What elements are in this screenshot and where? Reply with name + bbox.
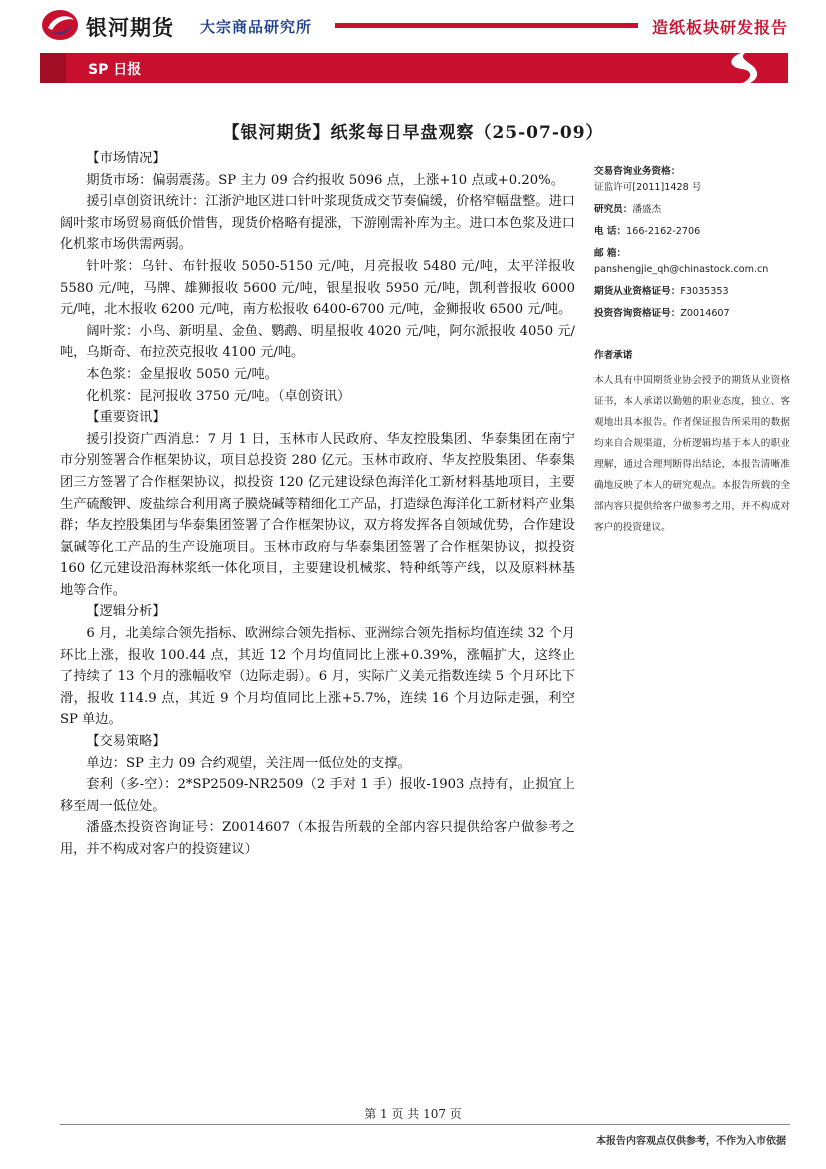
paragraph-chemi: 化机浆：昆河报收 3750 元/吨。（卓创资讯） xyxy=(86,388,351,404)
swoosh-icon xyxy=(708,53,768,83)
footer-disclaimer: 本报告内容观点仅供参考，不作为入市依据 xyxy=(596,1136,786,1147)
futures-cert-label: 期货从业资格证号： xyxy=(594,286,681,297)
paragraph-note: 潘盛杰投资咨询证号：Z0014607（本报告所载的全部内容只提供给客户做参考之用，并不构成对客户的投资建议） xyxy=(60,820,575,857)
report-banner xyxy=(40,53,788,83)
galaxy-logo-icon xyxy=(40,8,80,42)
paragraph-spot: 援引卓创资讯统计：江浙沪地区进口针叶浆现货成交节奏偏缓，价格窄幅盘整。进口阔叶浆市场贸易商低价惜售，现货价格略有提涨，下游刚需补库为主。进口本色浆及进口化机浆市场供需两弱。 xyxy=(60,194,575,253)
institute-name: 大宗商品研究所 xyxy=(200,18,313,36)
researcher-name: 潘盛杰 xyxy=(632,204,662,215)
report-type: 造纸板块研发报告 xyxy=(651,18,788,37)
brand-name: 银河期货 xyxy=(86,16,174,40)
consult-cert-number: Z0014607 xyxy=(680,308,730,319)
email-address[interactable]: panshengjie_qh@chinastock.com.cn xyxy=(594,264,769,275)
paragraph-unbleached: 本色浆：金星报收 5050 元/吨。 xyxy=(86,366,278,382)
page-title: 【银河期货】纸浆每日早盘观察（25-07-09） xyxy=(222,123,604,143)
main-content xyxy=(60,148,575,861)
qualification-label: 交易咨询业务资格： xyxy=(594,166,681,177)
section-heading-logic: 【逻辑分析】 xyxy=(86,604,166,620)
consult-cert-label: 投资咨询资格证号： xyxy=(594,308,681,319)
section-heading-news: 【重要资讯】 xyxy=(86,410,166,426)
paragraph-arbitrage: 套利（多-空）：2*SP2509-NR2509（2 手对 1 手）报收-1903 点持有，止损宜上移至周一低位处。 xyxy=(60,777,575,814)
promise-text: 本人具有中国期货业协会授予的期货从业资格证书，本人承诺以勤勉的职业态度，独立、客观地出具本报告。作者保证报告所采用的数据均来自合规渠道，分析逻辑均基于本人的职业理解，通过合理判断得出结论，本报告清晰准确地反映了本人的研究观点。本报告所载的全部内容只提供给客户做参考之用，并不构成对客户的投资建议。 xyxy=(594,375,790,533)
report-header xyxy=(0,0,826,50)
promise-title: 作者承诺 xyxy=(594,350,633,361)
paragraph-softwood: 针叶浆：乌针、布针报收 5050-5150 元/吨，月亮报收 5480 元/吨，太平洋报收 5580 元/吨，马牌、雄狮报收 5600 元/吨，银星报收 5950 元/吨，凯利普报收 6000 元/吨，北木报收 6200 元/吨，南方松报收 6400-6700 元/吨，金狮报收 6500 元/吨。 xyxy=(60,258,575,318)
paragraph-single: 单边：SP 主力 09 合约观望，关注周一低位处的支撑。 xyxy=(86,755,411,771)
license-number: 证监许可[2011]1428 号 xyxy=(594,182,702,193)
author-sidebar xyxy=(594,164,790,538)
page-number: 第 1 页 共 107 页 xyxy=(364,1107,462,1121)
phone-label: 电 话： xyxy=(594,226,627,237)
header-divider xyxy=(335,23,638,28)
paragraph-hardwood: 阔叶浆：小鸟、新明星、金鱼、鹦鹉、明星报收 4020 元/吨，阿尔派报收 4050 元/吨，乌斯奇、布拉茨克报收 4100 元/吨。 xyxy=(60,323,575,361)
paragraph-logic: 6 月，北美综合领先指标、欧洲综合领先指标、亚洲综合领先指标均值连续 32 个月环比上涨，报收 100.44 点，其近 12 个月均值同比上涨+0.39%，涨幅扩大，这终止了持续了 13 个月的涨幅收窄（边际走弱）。6 月，实际广义美元指数连续 5 个月环比下滑，报收 114.9 点，其近 9 个月均值同比上涨+5.7%，连续 16 个月边际走强，利空 SP 单边。 xyxy=(60,626,575,728)
paragraph-news: 援引投资广西消息：7 月 1 日，玉林市人民政府、华友控股集团、华泰集团在南宁市分别签署合作框架协议，项目总投资 280 亿元。玉林市政府、华友控股集团、华泰集团三方签署了合作框架协议，拟投资 120 亿元建设绿色海洋化工新材料基地项目，主要生产硫酸钾、废盐综合利用离子膜烧碱等精细化工产品，打造绿色海洋化工新材料产业集群；华友控股集团与华泰集团签署了合作框架协议，双方将发挥各自领域优势，合作建设氯碱等化工产品的生产设施项目。玉林市政府与华泰集团签署了合作框架协议，拟投资 160 亿元建设沿海林浆纸一体化项目，主要建设机械浆、特种纸等产线，以及原料林基地等合作。 xyxy=(60,431,575,598)
phone-number: 166-2162-2706 xyxy=(626,226,701,237)
futures-cert-number: F3035353 xyxy=(680,286,729,297)
banner-fold xyxy=(40,53,66,83)
section-heading-strategy: 【交易策略】 xyxy=(86,734,166,750)
section-heading-market: 【市场情况】 xyxy=(86,151,166,166)
paragraph-futures: 期货市场：偏弱震荡。SP 主力 09 合约报收 5096 点，上涨+10 点或+0.20%。 xyxy=(86,172,564,188)
researcher-label: 研究员： xyxy=(594,204,633,215)
email-label: 邮 箱： xyxy=(594,248,627,259)
footer-divider xyxy=(60,1124,790,1125)
banner-label: SP 日报 xyxy=(88,62,142,78)
